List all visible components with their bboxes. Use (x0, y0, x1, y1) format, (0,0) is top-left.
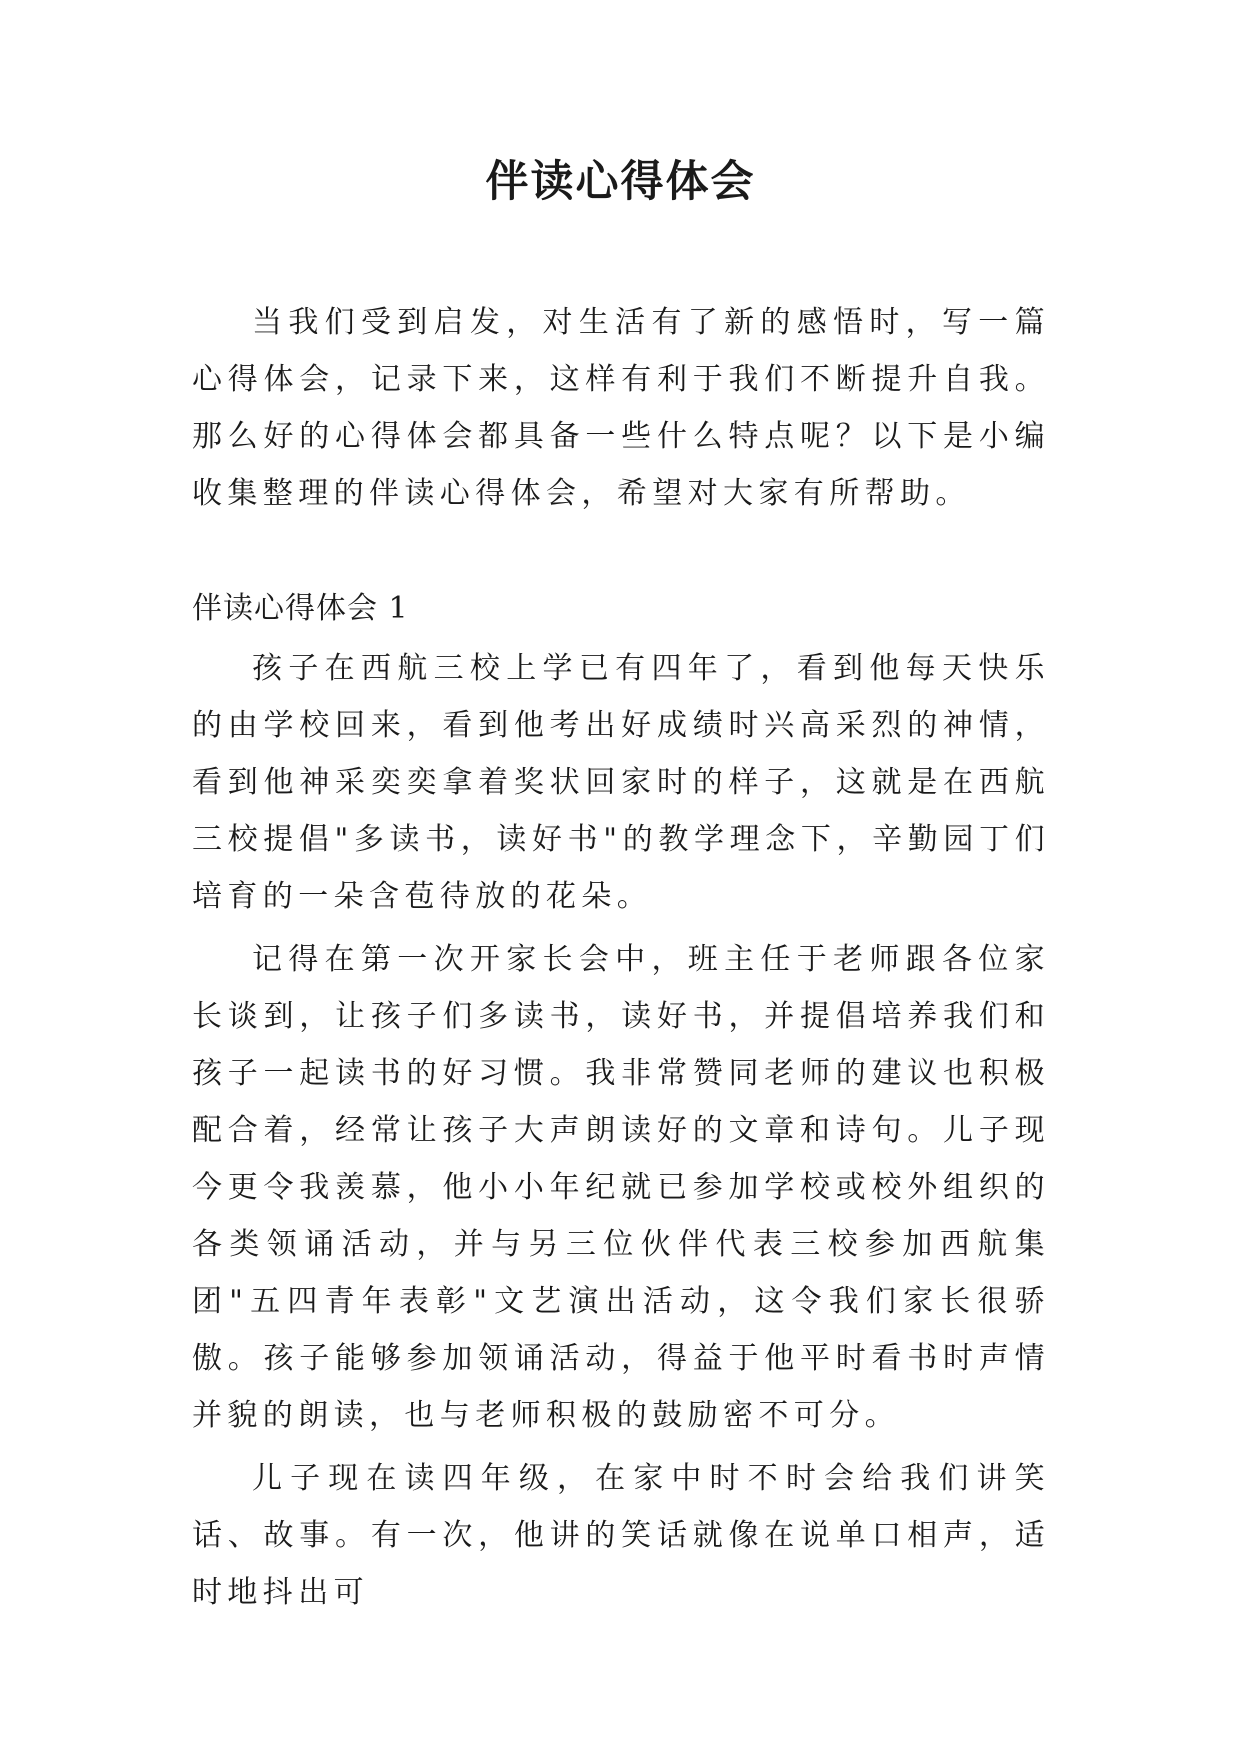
document-title: 伴读心得体会 (485, 157, 756, 207)
body-paragraph-2: 记得在第一次开家长会中，班主任于老师跟各位家长谈到，让孩子们多读书，读好书，并提倡培养我们和孩子一起读书的好习惯。我非常赞同老师的建议也积极配合着，经常让孩子大声朗读好的文章和诗句。儿子现今更令我羡慕，他小小年纪就已参加学校或校外组织的各类领诵活动，并与另三位伙伴代表三校参加西航集团"五四青年表彰"文艺演出活动，这令我们家长很骄傲。孩子能够参加领诵活动，得益于他平时看书时声情并貌的朗读，也与老师积极的鼓励密不可分。 (192, 942, 1050, 1433)
section-heading: 伴读心得体会 1 (192, 591, 409, 626)
body-paragraph-1: 孩子在西航三校上学已有四年了，看到他每天快乐的由学校回来，看到他考出好成绩时兴高采烈的神情，看到他神采奕奕拿着奖状回家时的样子，这就是在西航三校提倡"多读书，读好书"的教学理念下，辛勤园丁们培育的一朵含苞待放的花朵。 (192, 651, 1050, 914)
intro-block (192, 294, 1050, 522)
section-body (192, 640, 1050, 1627)
body-paragraph-3: 儿子现在读四年级，在家中时不时会给我们讲笑话、故事。有一次，他讲的笑话就像在说单口相声，适时地抖出可 (192, 1461, 1050, 1610)
intro-paragraph: 当我们受到启发，对生活有了新的感悟时，写一篇心得体会，记录下来，这样有利于我们不断提升自我。那么好的心得体会都具备一些什么特点呢？以下是小编收集整理的伴读心得体会，希望对大家有所帮助。 (192, 305, 1050, 511)
